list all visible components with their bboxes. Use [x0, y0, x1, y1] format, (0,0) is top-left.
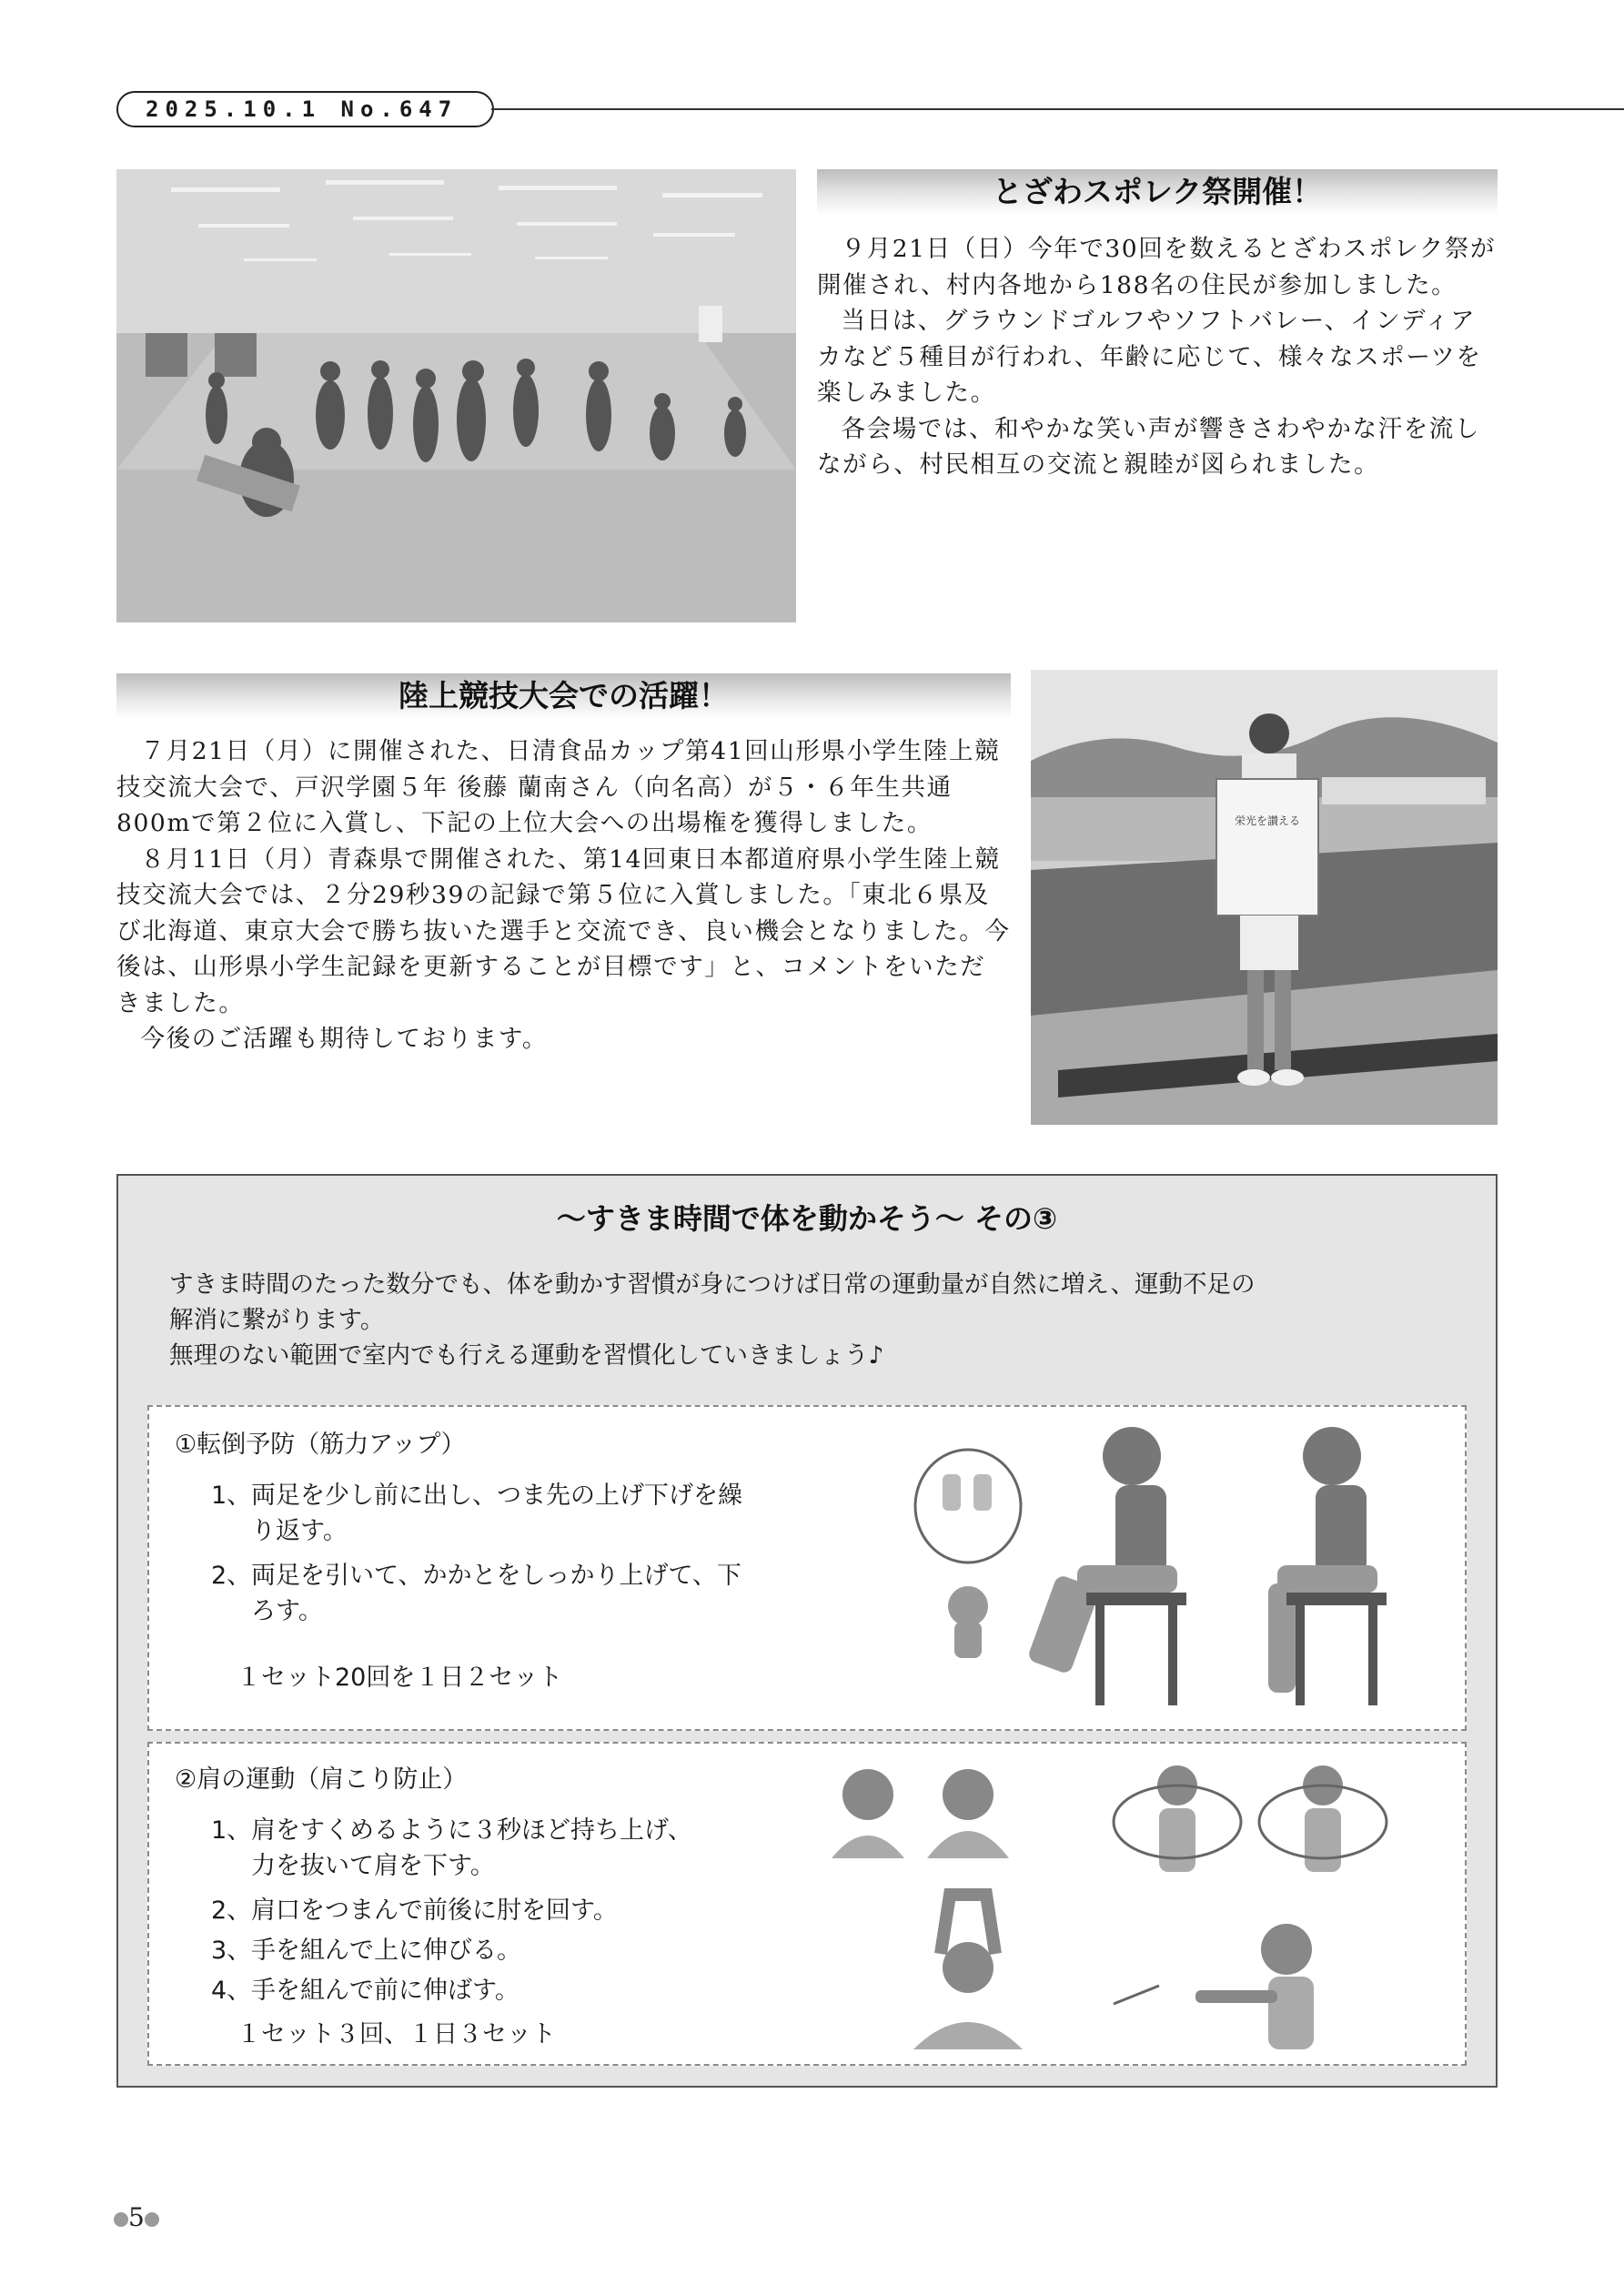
issue-date-badge: 2025.10.1 No.647 [116, 91, 494, 127]
exercise-title: ～すきま時間で体を動かそう～ その③ [556, 1201, 1058, 1236]
section2-step [211, 1933, 521, 1968]
article2-paragraph: ８月11日（月）青森県で開催された、第14回東日本都道府県小学生陸上競技交流大会では、２分29秒39の記録で第５位に入賞しました。「東北６県及び北海道、東京大会で勝ち抜いた選手と交流でき、良い機会となりました。今後は、山形県小学生記録を更新することが目標です」と、コメントをいただきました。 [116, 845, 1011, 1017]
article1-body [817, 231, 1498, 483]
section2-sets: １セット３回、１日３セット [237, 2020, 556, 2048]
exercise-intro-line: すきま時間のたった数分でも、体を動かす習慣が身につけば日常の運動量が自然に増え、運動不足の [169, 1270, 1256, 1299]
step-text: 両足を少し前に出し、つま先の上げ下げを繰 [251, 1482, 742, 1510]
spo-reku-festival-photo [116, 169, 796, 622]
page-number-text: 5 [128, 2202, 145, 2232]
step-number: 2、 [211, 1562, 252, 1590]
page-number [114, 2202, 159, 2232]
step-text: 両足を引いて、かかとをしっかり上げて、下 [251, 1562, 741, 1590]
article1-paragraph: 当日は、グラウンドゴルフやソフトバレー、インディアカなど５種目が行われ、年齢に応じて、様々なスポーツを楽しみました。 [817, 307, 1482, 407]
section2-step [211, 1813, 692, 1884]
page-dot-right [145, 2212, 159, 2227]
step-number: 1、 [211, 1816, 252, 1845]
article1-paragraph: ９月21日（日）今年で30回を数えるとざわスポレク祭が開催され、村内各地から188名の住民が参加しました。 [817, 235, 1497, 299]
step-number: 3、 [211, 1937, 252, 1965]
section1-step [211, 1558, 741, 1629]
article2-paragraph: ７月21日（月）に開催された、日清食品カップ第41回山形県小学生陸上競技交流大会で、戸沢学園５年 後藤 蘭南さん（向名高）が５・６年生共通800mで第２位に入賞し、下記の上位大会への出場権を獲得しました。 [116, 737, 1001, 837]
section2-step [211, 1973, 519, 2008]
step-text: 力を抜いて肩を下す。 [251, 1852, 495, 1880]
step-number: 2、 [211, 1896, 252, 1925]
section2-step [211, 1893, 618, 1928]
certificate-text: 栄光を讃える [1234, 814, 1301, 827]
step-text: ろす。 [251, 1597, 323, 1625]
exercise-panel [116, 1174, 1498, 2088]
article1-title: とざわスポレク祭開催！ [817, 169, 1498, 215]
article2-paragraph: 今後のご活躍も期待しております。 [140, 1025, 548, 1053]
fall-prevention-section [147, 1405, 1467, 1731]
seated-toe-raise-illustration [904, 1420, 1450, 1720]
article2-title: 陸上競技大会での活躍！ [116, 673, 1011, 719]
section1-sets: １セット20回を１日２セット [237, 1664, 563, 1692]
section2-heading: ②肩の運動（肩こり防止） [175, 1765, 468, 1794]
step-text: 肩口をつまんで前後に肘を回す。 [251, 1896, 618, 1925]
shoulder-exercise-section [147, 1742, 1467, 2066]
shoulder-exercise-illustration [813, 1758, 1459, 2058]
step-text: 肩をすくめるように３秒ほど持ち上げ、 [251, 1816, 692, 1845]
exercise-intro [169, 1267, 1461, 1373]
step-text: 手を組んで前に伸ばす。 [251, 1977, 519, 2005]
article2-body [116, 733, 1011, 1057]
step-number: 4、 [211, 1977, 252, 2005]
article1-paragraph: 各会場では、和やかな笑い声が響きさわやかな汗を流しながら、村民相互の交流と親睦が図られました。 [817, 414, 1480, 479]
step-text: り返す。 [251, 1517, 348, 1545]
section1-heading: ①転倒予防（筋力アップ） [175, 1431, 466, 1459]
section1-step [211, 1478, 742, 1549]
step-number: 1、 [211, 1482, 252, 1510]
athlete-photo [1031, 670, 1498, 1125]
page-dot-left [114, 2212, 128, 2227]
exercise-intro-line: 無理のない範囲で室内でも行える運動を習慣化していきましょう♪ [169, 1341, 884, 1370]
exercise-intro-line: 解消に繋がります。 [169, 1306, 385, 1334]
step-text: 手を組んで上に伸びる。 [251, 1937, 521, 1965]
header-rule [491, 108, 1624, 110]
